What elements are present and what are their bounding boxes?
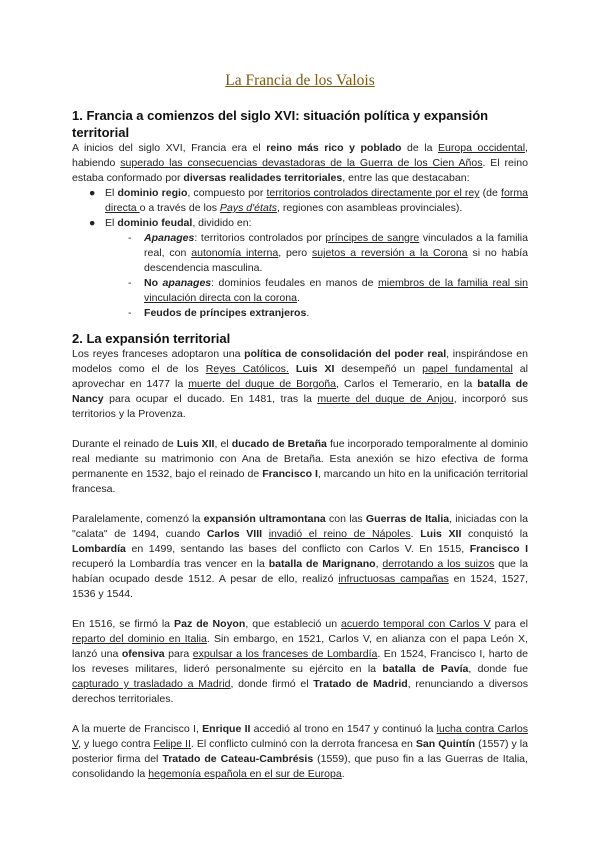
section-1-heading: 1. Francia a comienzos del siglo XVI: situación política y expansión territorial (72, 108, 489, 140)
list-item-text: El dominio regio, compuesto por territorios controlados directamente por el rey (de forma directa o a través de los Pays d'états, regiones con asambleas provinciales). (105, 187, 528, 214)
territory-list (72, 186, 528, 321)
list-item-feudos-extranjeros (72, 306, 528, 321)
section-1-intro: A inicios del siglo XVI, Francia era el reino más rico y poblado de la Europa occidental, habiendo superado las consecuencias devastadoras de la Guerra de los Cien Años. El reino estaba conformado por diversas realidades territoriales, entre las que destacaban: (72, 142, 528, 184)
list-item-text: No apanages: dominios feudales en manos de miembros de la familia real sin vinculación directa con la corona. (144, 277, 528, 304)
list-item-text: El dominio feudal, dividido en: (105, 217, 252, 229)
paragraph-guerras-italia: Paralelamente, comenzó la expansión ultramontana con las Guerras de Italia, iniciadas con la "calata" de 1494, cuando Carlos VIII invadió el reino de Nápoles. Luis XII conquistó la Lombardía en 1499, sentando las bases del conflicto con Carlos V. En 1515, Francisco I recuperó la Lombardía tras vencer en la batalla de Marignano, derrotando a los suizos que la habían ocupado desde 1512. A pesar de ello, realizó infructuosas campañas en 1524, 1527, 1536 y 1544. (72, 513, 529, 600)
list-item-text: Apanages: territorios controlados por príncipes de sangre vinculados a la familia real, con autonomía interna, pero sujetos a reversión a la Corona si no había descendencia masculina. (144, 232, 528, 274)
section-2-heading: 2. La expansión territorial (72, 331, 231, 346)
list-item-dominio-regio (72, 186, 528, 216)
paragraph-luis-xi: Los reyes franceses adoptaron una política de consolidación del poder real, inspirándose en modelos como el de los Reyes Católicos. Luis XI desempeñó un papel fundamental al aprovechar en 1477 la muerte del duque de Borgoña, Carlos el Temerario, en la batalla de Nancy para ocupar el ducado. En 1481, tras la muerte del duque de Anjou, incorporó sus territorios y la Provenza. (72, 348, 529, 420)
list-item-text: Feudos de príncipes extranjeros. (144, 307, 310, 319)
paragraph-paz-noyon: En 1516, se firmó la Paz de Noyon, que estableció un acuerdo temporal con Carlos V para el reparto del dominio en Italia. Sin embargo, en 1521, Carlos V, en alianza con el papa León X, lanzó una ofensiva para expulsar a los franceses de Lombardía. En 1524, Francisco I, harto de los reveses militares, lideró personalmente su ejército en la batalla de Pavía, donde fue capturado y trasladado a Madrid, donde firmó el Tratado de Madrid, renunciando a diversos derechos territoriales. (72, 618, 528, 705)
paragraph-enrique-ii: A la muerte de Francisco I, Enrique II accedió al trono en 1547 y continuó la lucha contra Carlos V, y luego contra Felipe II. El conflicto culminó con la derrota francesa en San Quintín (1557) y la posterior firma del Tratado de Cateau-Cambrésis (1559), que puso fin a las Guerras de Italia, consolidando la hegemonía española en el sur de Europa. (72, 723, 529, 780)
dash-marker: - (128, 232, 132, 244)
list-item-dominio-feudal (72, 216, 528, 231)
list-item-apanages (72, 231, 528, 276)
document-title: La Francia de los Valois (225, 72, 375, 89)
paragraph-bretana: Durante el reinado de Luis XII, el ducado de Bretaña fue incorporado temporalmente al dominio real mediante su matrimonio con Ana de Bretaña. Esta anexión se hizo efectiva de forma permanente en 1532, bajo el reinado de Francisco I, marcando un hito en la unificación territorial francesa. (72, 438, 528, 495)
bullet-marker: ● (89, 217, 96, 229)
document-page (72, 72, 528, 782)
bullet-marker: ● (89, 187, 96, 199)
dash-marker: - (128, 277, 132, 289)
dash-marker: - (128, 307, 132, 319)
list-item-no-apanages (72, 276, 528, 306)
